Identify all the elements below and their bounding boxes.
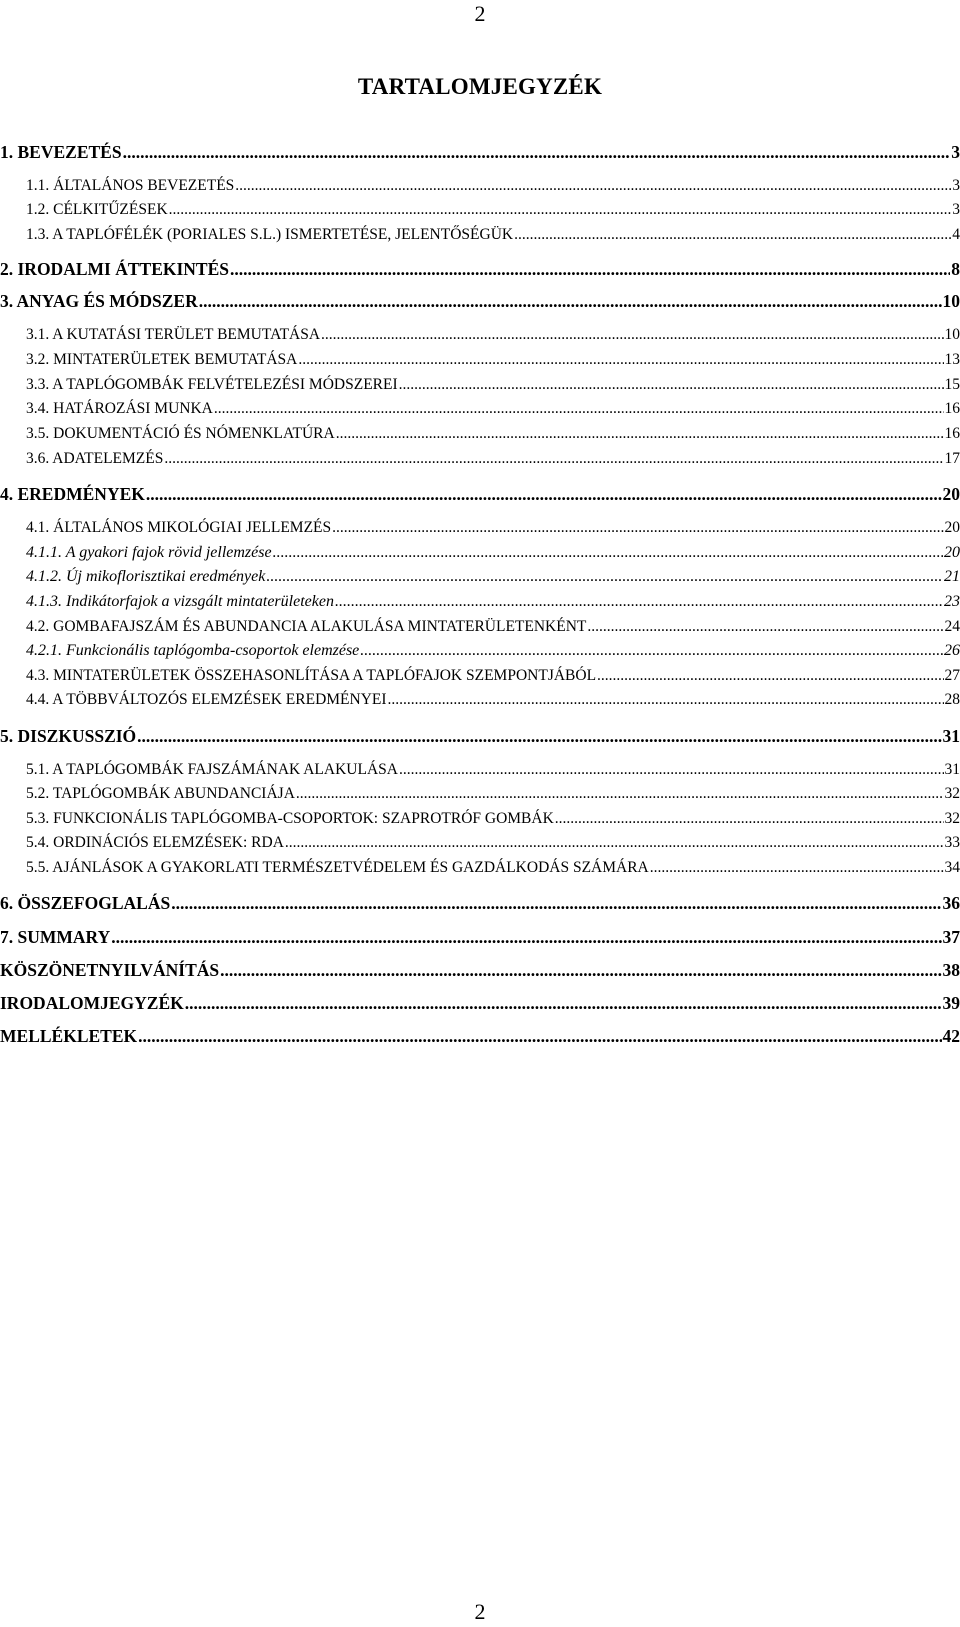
toc-page-number: 10 <box>944 326 960 343</box>
toc-page-number: 17 <box>944 450 960 467</box>
toc-section-entry[interactable] <box>0 200 960 220</box>
toc-subsection-entry[interactable] <box>0 641 960 661</box>
toc-entry-title: KÖSZÖNETNYILVÁNÍTÁS <box>0 960 220 980</box>
toc-entry-title: 3.6. ADATELEMZÉS <box>26 450 164 467</box>
toc-leader-dots <box>587 617 943 637</box>
toc-subsection-entry[interactable] <box>0 567 960 587</box>
toc-page-number: 28 <box>944 691 960 708</box>
toc-page-number: 34 <box>944 859 960 876</box>
toc-entry-title: 3.5. DOKUMENTÁCIÓ ÉS NÓMENKLATÚRA <box>26 425 335 442</box>
toc-entry-title: 5.5. AJÁNLÁSOK A GYAKORLATI TERMÉSZETVÉDELEM ÉS GAZDÁLKODÁS SZÁMÁRA <box>26 859 649 876</box>
toc-leader-dots <box>137 725 941 747</box>
toc-page-number: 16 <box>944 400 960 417</box>
toc-leader-dots <box>298 350 943 370</box>
toc-page-number: 39 <box>942 993 960 1013</box>
toc-section-entry[interactable] <box>0 760 960 780</box>
toc-page-number: 21 <box>944 568 960 585</box>
toc-page-number: 13 <box>944 351 960 368</box>
toc-page-number: 32 <box>944 810 960 827</box>
toc-entry-title: 1.1. ÁLTALÁNOS BEVEZETÉS <box>26 177 235 194</box>
toc-leader-dots <box>164 449 943 469</box>
toc-page-number: 31 <box>944 761 960 778</box>
toc-page-number: 26 <box>944 642 960 659</box>
toc-leader-dots <box>266 567 943 587</box>
toc-leader-dots <box>138 1025 941 1047</box>
toc-leader-dots <box>171 892 941 914</box>
toc-page-number: 15 <box>944 376 960 393</box>
toc-leader-dots <box>220 959 941 981</box>
toc-chapter-entry[interactable] <box>0 141 960 163</box>
toc-page-number: 8 <box>951 259 960 279</box>
toc-entry-title: 4.1.2. Új mikoflorisztikai eredmények <box>26 568 266 585</box>
toc-entry-title: 3. ANYAG ÉS MÓDSZER <box>0 291 198 311</box>
toc-page-number: 10 <box>942 291 960 311</box>
toc-entry-title: 3.2. MINTATERÜLETEK BEMUTATÁSA <box>26 351 298 368</box>
toc-page-number: 42 <box>942 1026 960 1046</box>
page-number-top: 2 <box>474 1 486 26</box>
toc-leader-dots <box>388 690 944 710</box>
toc-leader-dots <box>230 258 950 280</box>
toc-leader-dots <box>399 375 944 395</box>
toc-section-entry[interactable] <box>0 325 960 345</box>
toc-section-entry[interactable] <box>0 424 960 444</box>
toc-entry-title: 6. ÖSSZEFOGLALÁS <box>0 893 171 913</box>
toc-entry-title: 1.3. A TAPLÓFÉLÉK (PORIALES S.L.) ISMERTETÉSE, JELENTŐSÉGÜK <box>26 226 514 243</box>
toc-chapter-entry[interactable] <box>0 258 960 280</box>
toc-page-number: 3 <box>951 142 960 162</box>
toc-entry-title: 4.1.3. Indikátorfajok a vizsgált mintaterületeken <box>26 593 334 610</box>
toc-entry-title: 3.1. A KUTATÁSI TERÜLET BEMUTATÁSA <box>26 326 321 343</box>
toc-chapter-entry[interactable] <box>0 1025 960 1047</box>
toc-leader-dots <box>185 992 942 1014</box>
toc-section-entry[interactable] <box>0 518 960 538</box>
toc-leader-dots <box>336 424 944 444</box>
toc-leader-dots <box>335 592 943 612</box>
toc-section-entry[interactable] <box>0 833 960 853</box>
toc-leader-dots <box>360 641 943 661</box>
toc-page-number: 20 <box>944 519 960 536</box>
toc-page-number: 36 <box>942 893 960 913</box>
toc-page-number: 32 <box>944 785 960 802</box>
toc-entry-title: 4.4. A TÖBBVÁLTOZÓS ELEMZÉSEK EREDMÉNYEI <box>26 691 387 708</box>
toc-entry-title: 2. IRODALMI ÁTTEKINTÉS <box>0 259 230 279</box>
toc-section-entry[interactable] <box>0 666 960 686</box>
toc-section-entry[interactable] <box>0 225 960 245</box>
toc-entry-title: 4.2.1. Funkcionális taplógomba-csoportok elemzése <box>26 642 360 659</box>
toc-leader-dots <box>199 290 942 312</box>
toc-leader-dots <box>146 483 942 505</box>
toc-entry-title: 1.2. CÉLKITŰZÉSEK <box>26 201 168 218</box>
toc-leader-dots <box>296 784 944 804</box>
toc-leader-dots <box>285 833 944 853</box>
toc-entry-title: 3.3. A TAPLÓGOMBÁK FELVÉTELEZÉSI MÓDSZEREI <box>26 376 398 393</box>
page-title: TARTALOMJEGYZÉK <box>357 74 603 99</box>
toc-section-entry[interactable] <box>0 809 960 829</box>
toc-entry-title: 7. SUMMARY <box>0 927 111 947</box>
toc-leader-dots <box>555 809 944 829</box>
toc-page-number: 4 <box>952 226 960 243</box>
toc-page-number: 33 <box>944 834 960 851</box>
toc-leader-dots <box>235 176 951 196</box>
toc-section-entry[interactable] <box>0 617 960 637</box>
toc-section-entry[interactable] <box>0 784 960 804</box>
toc-page-number: 27 <box>944 667 960 684</box>
page-number-bottom: 2 <box>474 1599 486 1624</box>
toc-entry-title: 3.4. HATÁROZÁSI MUNKA <box>26 400 213 417</box>
toc-chapter-entry[interactable] <box>0 892 960 914</box>
toc-entry-title: IRODALOMJEGYZÉK <box>0 993 184 1013</box>
toc-chapter-entry[interactable] <box>0 725 960 747</box>
toc-page-number: 20 <box>944 544 960 561</box>
toc-entry-title: MELLÉKLETEK <box>0 1026 138 1046</box>
toc-entry-title: 4.2. GOMBAFAJSZÁM ÉS ABUNDANCIA ALAKULÁSA MINTATERÜLETENKÉNT <box>26 618 587 635</box>
toc-entry-title: 4.1. ÁLTALÁNOS MIKOLÓGIAI JELLEMZÉS <box>26 519 332 536</box>
toc-leader-dots <box>514 225 951 245</box>
toc-page-number: 3 <box>952 177 960 194</box>
toc-entry-title: 5.1. A TAPLÓGOMBÁK FAJSZÁMÁNAK ALAKULÁSA <box>26 761 398 778</box>
toc-entry-title: 1. BEVEZETÉS <box>0 142 122 162</box>
toc-entry-title: 5.4. ORDINÁCIÓS ELEMZÉSEK: RDA <box>26 834 284 851</box>
toc-section-entry[interactable] <box>0 375 960 395</box>
toc-leader-dots <box>650 858 944 878</box>
toc-page-number: 23 <box>944 593 960 610</box>
toc-leader-dots <box>273 543 943 563</box>
toc-entry-title: 4.1.1. A gyakori fajok rövid jellemzése <box>26 544 272 561</box>
toc-subsection-entry[interactable] <box>0 592 960 612</box>
toc-section-entry[interactable] <box>0 399 960 419</box>
toc-section-entry[interactable] <box>0 449 960 469</box>
toc-entry-title: 5. DISZKUSSZIÓ <box>0 726 137 746</box>
toc-leader-dots <box>321 325 943 345</box>
toc-page-number: 16 <box>944 425 960 442</box>
toc-leader-dots <box>332 518 943 538</box>
toc-chapter-entry[interactable] <box>0 290 960 312</box>
toc-page-number: 20 <box>942 484 960 504</box>
toc-page-number: 3 <box>952 201 960 218</box>
toc-entry-title: 5.2. TAPLÓGOMBÁK ABUNDANCIÁJA <box>26 785 295 802</box>
toc-leader-dots <box>169 200 952 220</box>
toc-leader-dots <box>399 760 944 780</box>
toc-subsection-entry[interactable] <box>0 543 960 563</box>
toc-chapter-entry[interactable] <box>0 959 960 981</box>
toc-page-number: 38 <box>942 960 960 980</box>
toc-section-entry[interactable] <box>0 858 960 878</box>
toc-page-number: 31 <box>942 726 960 746</box>
toc-page-number: 37 <box>942 927 960 947</box>
toc-leader-dots <box>123 141 951 163</box>
toc-chapter-entry[interactable] <box>0 992 960 1014</box>
toc-section-entry[interactable] <box>0 690 960 710</box>
toc-section-entry[interactable] <box>0 176 960 196</box>
toc-section-entry[interactable] <box>0 350 960 370</box>
toc-page-number: 24 <box>944 618 960 635</box>
toc-leader-dots <box>597 666 943 686</box>
toc-chapter-entry[interactable] <box>0 926 960 948</box>
toc-entry-title: 5.3. FUNKCIONÁLIS TAPLÓGOMBA-CSOPORTOK: SZAPROTRÓF GOMBÁK <box>26 810 554 827</box>
toc-leader-dots <box>111 926 941 948</box>
toc-leader-dots <box>214 399 944 419</box>
toc-chapter-entry[interactable] <box>0 483 960 505</box>
toc-entry-title: 4.3. MINTATERÜLETEK ÖSSZEHASONLÍTÁSA A TAPLÓFAJOK SZEMPONTJÁBÓL <box>26 667 597 684</box>
toc-entry-title: 4. EREDMÉNYEK <box>0 484 145 504</box>
